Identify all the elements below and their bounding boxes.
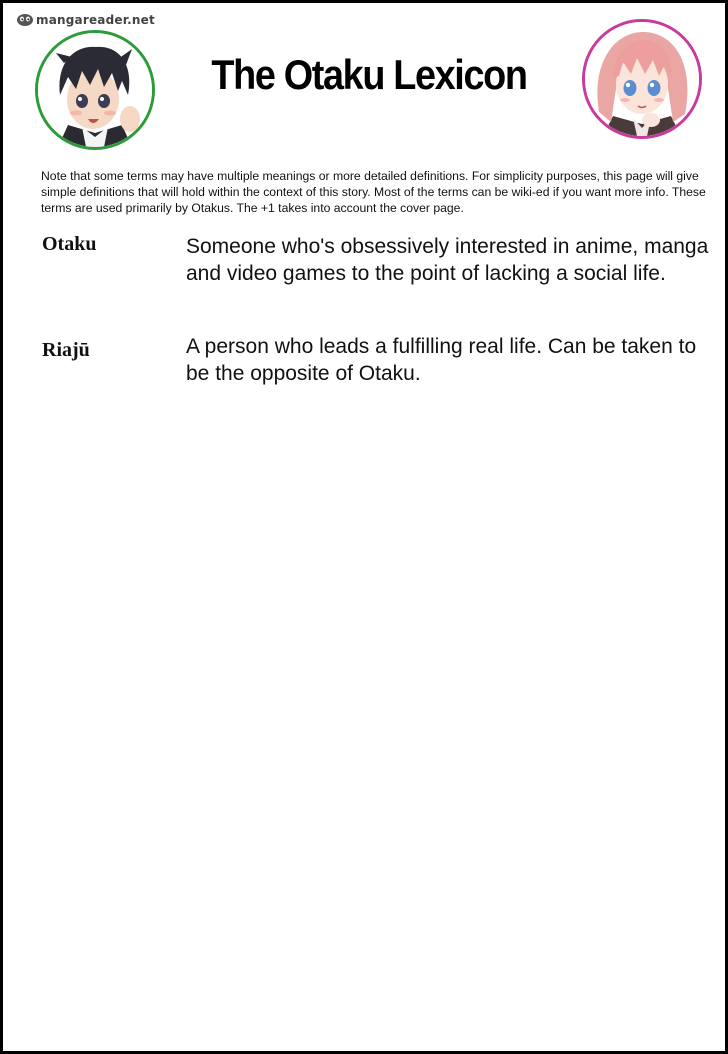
entry-term-otaku: Otaku — [42, 233, 97, 255]
manga-logo-icon — [16, 13, 34, 27]
page-title: The Otaku Lexicon — [211, 51, 527, 98]
entry-definition-otaku: Someone who's obsessively interested in anime, manga and video games to the point of lacking a social life. — [186, 235, 709, 285]
watermark-text: mangareader.net — [36, 13, 155, 27]
anime-girl-avatar-icon — [585, 22, 699, 136]
entry-definition-riaju: A person who leads a fulfilling real life. Can be taken to be the opposite of Otaku. — [186, 335, 697, 385]
watermark — [16, 13, 155, 27]
anime-boy-avatar-icon — [38, 33, 152, 147]
right-avatar — [582, 19, 702, 139]
entry-term-riaju: Riajū — [42, 339, 90, 361]
left-avatar — [35, 30, 155, 150]
intro-note: Note that some terms may have multiple meanings or more detailed definitions. For simplicity purposes, this page will give simple definitions that will hold within the context of this story. Most of the terms can be wiki-ed if you want more info. These terms are used primarily by Otakus. The +1 takes into account the cover page. — [41, 169, 706, 215]
